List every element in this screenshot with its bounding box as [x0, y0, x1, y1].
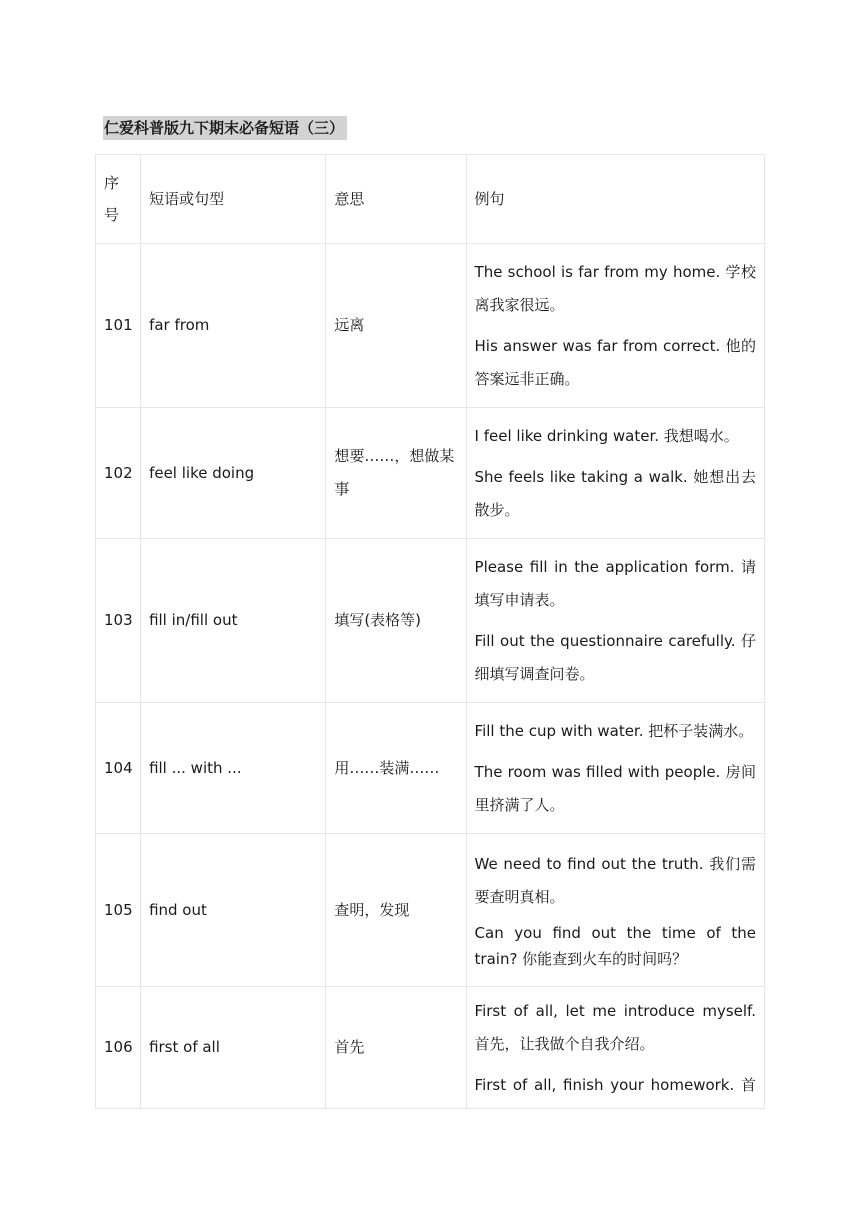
- example-sentence: First of all, finish your homework. 首: [474, 1076, 756, 1094]
- example-sentence: The school is far from my home. 学校离我家很远。: [474, 262, 756, 314]
- example-sentence: I feel like drinking water. 我想喝水。: [474, 426, 739, 445]
- example-sentence: Fill out the questionnaire carefully. 仔细填写调查问卷。: [474, 631, 756, 683]
- row-number: 104: [96, 703, 141, 834]
- row-phrase: fill ... with ...: [141, 703, 326, 834]
- row-meaning: 远离: [326, 244, 466, 408]
- table-row: [96, 244, 765, 408]
- row-examples: [466, 539, 764, 703]
- row-meaning: 想要……，想做某事: [326, 408, 466, 539]
- example-sentence: Can you find out the time of the train? 你能查到火车的时间吗？: [474, 924, 756, 968]
- row-meaning: 首先: [326, 987, 466, 1109]
- table-row: [96, 703, 765, 834]
- row-examples: [466, 834, 764, 987]
- row-examples: [466, 244, 764, 408]
- header-example: 例句: [466, 155, 764, 244]
- header-phrase: 短语或句型: [141, 155, 326, 244]
- row-phrase: fill in/fill out: [141, 539, 326, 703]
- example-sentence: We need to find out the truth. 我们需要查明真相。: [474, 855, 756, 906]
- example-sentence: She feels like taking a walk. 她想出去散步。: [474, 467, 756, 519]
- example-sentence: Fill the cup with water. 把杯子装满水。: [474, 721, 754, 740]
- table-row: [96, 408, 765, 539]
- row-phrase: far from: [141, 244, 326, 408]
- table-row: [96, 539, 765, 703]
- example-sentence: Please fill in the application form. 请填写申请表。: [474, 557, 756, 609]
- row-meaning: 查明，发现: [326, 834, 466, 987]
- row-phrase: find out: [141, 834, 326, 987]
- row-examples: [466, 987, 764, 1109]
- example-sentence: First of all, let me introduce myself. 首先，让我做个自我介绍。: [474, 1002, 756, 1053]
- row-phrase: first of all: [141, 987, 326, 1109]
- document-title: 仁爱科普版九下期末必备短语（三）: [103, 116, 347, 140]
- row-examples: [466, 703, 764, 834]
- table-header-row: [96, 155, 765, 244]
- header-meaning: 意思: [326, 155, 466, 244]
- phrase-table: [95, 154, 765, 1109]
- row-number: 105: [96, 834, 141, 987]
- table-row: [96, 834, 765, 987]
- example-sentence: The room was filled with people. 房间里挤满了人。: [474, 762, 756, 814]
- row-examples: [466, 408, 764, 539]
- row-meaning: 填写(表格等): [326, 539, 466, 703]
- row-number: 101: [96, 244, 141, 408]
- row-number: 103: [96, 539, 141, 703]
- row-number: 106: [96, 987, 141, 1109]
- row-number: 102: [96, 408, 141, 539]
- table-row: [96, 987, 765, 1109]
- example-sentence: His answer was far from correct. 他的答案远非正确。: [474, 336, 756, 388]
- header-number: 序 号: [96, 155, 141, 244]
- row-phrase: feel like doing: [141, 408, 326, 539]
- row-meaning: 用……装满……: [326, 703, 466, 834]
